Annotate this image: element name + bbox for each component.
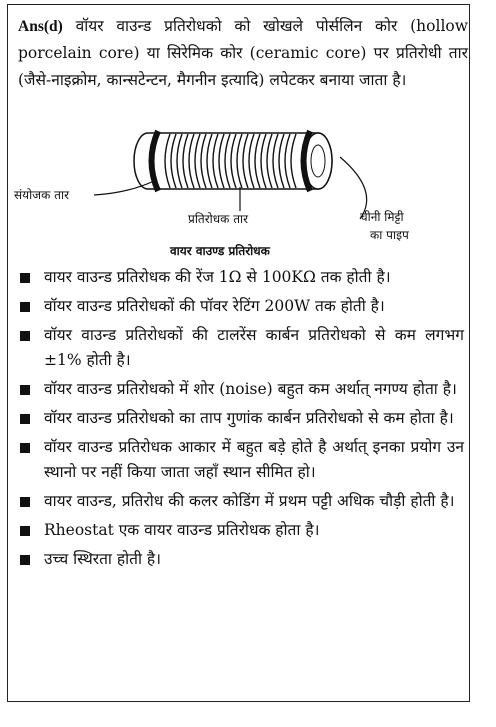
list-item: वॉयर वाउन्ड प्रतिरोधकों की पॉवर रेटिंग 200W तक होती है। <box>18 294 464 319</box>
label-ceramic-pipe-2: का पाइप <box>370 228 409 242</box>
bullet-square-icon <box>20 497 30 507</box>
list-item: Rheostat एक वायर वाउन्ड प्रतिरोधक होता है। <box>18 518 464 543</box>
bullet-square-icon <box>20 526 30 536</box>
bullet-square-icon <box>20 331 30 341</box>
list-item: वॉयर वाउन्ड प्रतिरोधको में शोर (noise) बहुत कम अर्थात् नगण्य होता है। <box>18 377 464 402</box>
bullet-square-icon <box>20 555 30 565</box>
bullet-square-icon <box>20 273 30 283</box>
feature-list <box>18 265 464 576</box>
answer-box <box>7 4 470 702</box>
list-item: वायर वाउन्ड प्रतिरोधक की रेंज 1Ω से 100KΩ तक होती है। <box>18 265 464 290</box>
list-item: वॉयर वाउन्ड प्रतिरोधकों की टालरेंस कार्बन प्रतिरोधको से कम लगभग ±1% होती है। <box>18 323 464 373</box>
bullet-square-icon <box>20 414 30 424</box>
label-ceramic-pipe-1: चीनी मिट्टी <box>360 210 404 224</box>
list-item: वॉयर वाउन्ड प्रतिरोधको का ताप गुणांक कार्बन प्रतिरोधको से कम होता है। <box>18 406 464 431</box>
diagram-caption: वायर वाउण्ड प्रतिरोधक <box>170 244 270 258</box>
label-connector-wire: संयोजक तार <box>14 188 69 202</box>
answer-label: Ans(d) <box>18 18 63 35</box>
list-item: उच्च स्थिरता होती है। <box>18 547 464 572</box>
answer-paragraph <box>18 13 468 94</box>
wire-wound-resistor-diagram <box>8 121 471 261</box>
answer-text: वॉयर वाउन्ड प्रतिरोधको को खोखले पोर्सलिन कोर (hollow porcelain core) या सिरेमिक कोर (ceramic core) पर प्रतिरोधी तार (जैसे-नाइक्रोम, कान्सटेन्टन, मैगनीन इत्यादि) लपेटकर बनाया जाता है। <box>18 17 468 89</box>
bullet-square-icon <box>20 302 30 312</box>
list-item: वायर वाउन्ड, प्रतिरोध की कलर कोडिंग में प्रथम पट्टी अधिक चौड़ी होती है। <box>18 489 464 514</box>
label-resistor-wire: प्रतिरोधक तार <box>188 212 249 226</box>
bullet-square-icon <box>20 385 30 395</box>
list-item: वॉयर वाउन्ड प्रतिरोधक आकार में बहुत बड़े होते है अर्थात् इनका प्रयोग उन स्थानो पर नहीं किया जाता जहाँ स्थान सीमित हो। <box>18 435 464 485</box>
bullet-square-icon <box>20 443 30 453</box>
